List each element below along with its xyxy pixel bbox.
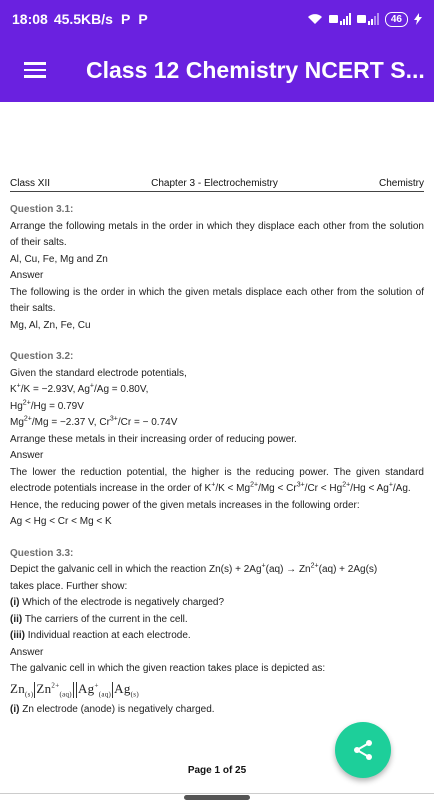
question-item: (i) Which of the electrode is negatively charged?	[10, 597, 225, 608]
answer-label: Answer	[10, 270, 44, 281]
cell-notation: $Zn_{(s)}$ $Zn^{2+}_{(aq)}$ $Ag^+_{(aq)}$ $Ag_{(s)}$	[10, 680, 139, 699]
header-subject: Chemistry	[378, 178, 424, 189]
document-header	[10, 178, 424, 192]
answer-text: Mg, Al, Zn, Fe, Cu	[10, 319, 91, 331]
potential-line: $Hg^{2+}/Hg = 0.79V$	[10, 399, 84, 412]
answer-label: Answer	[10, 450, 44, 461]
share-icon	[351, 738, 375, 762]
app-bar	[0, 38, 434, 102]
charging-icon	[414, 13, 422, 25]
potential-line: K+/K = −2.93V, Ag+/Ag = 0.80V,	[10, 382, 149, 395]
divider	[0, 793, 434, 794]
hamburger-icon	[24, 58, 46, 82]
scroll-handle[interactable]	[184, 795, 250, 800]
status-right	[307, 12, 422, 27]
question-title: Question 3.3:	[10, 547, 74, 559]
notification-icon: P	[120, 11, 131, 27]
header-chapter: Chapter 3 - Electrochemistry	[151, 178, 278, 189]
header-class: Class XII	[10, 178, 51, 189]
signal-icon	[357, 13, 379, 25]
answer-text: The lower the reduction potential, the higher is the reducing power. The given standard electrode potentials increase in the order of $K^+/K < Mg^{2+}/Mg < Cr^{3+}/Cr < Hg^{2+}/Hg < Ag^+/Ag$.	[10, 466, 424, 494]
pdf-page[interactable]	[0, 102, 434, 800]
answer-text: Ag < Hg < Cr < Mg < K	[10, 516, 112, 527]
answer-text: The following is the order in which the given metals displace each other from the solution of their salts.	[10, 286, 424, 314]
question-text: Al, Cu, Fe, Mg and Zn	[10, 253, 108, 265]
document-content	[10, 202, 424, 718]
question-text: Given the standard electrode potentials,	[10, 367, 187, 379]
page-indicator: Page 1 of 25	[187, 765, 247, 776]
status-time: 18:08	[12, 11, 48, 27]
status-left	[12, 11, 148, 27]
notification-icon: P	[138, 11, 148, 27]
status-speed: 45.5KB/s	[53, 11, 113, 27]
app-title: Class 12 Chemistry NCERT S...	[86, 56, 425, 83]
question-text: takes place. Further show:	[10, 580, 128, 592]
question-text: Arrange the following metals in the order in which they displace each other from the solution of their salts.	[10, 220, 424, 248]
question-text: Depict the galvanic cell in which the reaction $Zn(s) + 2Ag^+(aq) \to Zn^{2+}(aq) + 2Ag(s)$	[10, 562, 378, 575]
answer-label: Answer	[10, 646, 44, 658]
answer-item: (i) Zn electrode (anode) is negatively charged.	[10, 703, 215, 715]
answer-text: Hence, the reducing power of the given metals increases in the following order:	[10, 499, 360, 511]
wifi-icon	[307, 13, 323, 25]
status-bar	[0, 0, 434, 38]
signal-icon	[329, 13, 351, 25]
answer-text: The galvanic cell in which the given reaction takes place is depicted as:	[10, 663, 326, 674]
menu-button[interactable]	[0, 38, 70, 102]
question-title: Question 3.2:	[10, 351, 74, 362]
question-text: Arrange these metals in their increasing order of reducing power.	[10, 433, 297, 445]
question-item: (iii) Individual reaction at each electrode.	[10, 630, 191, 641]
question-title: Question 3.1:	[10, 204, 74, 215]
share-button[interactable]	[335, 722, 391, 778]
battery-icon: 46	[385, 12, 408, 27]
potential-line: $Mg^{2+}/Mg = -2.37$ V, $Cr^{3+}/Cr$ = − 0.74V	[10, 415, 178, 428]
question-item: (ii) The carriers of the current in the cell.	[10, 613, 188, 625]
